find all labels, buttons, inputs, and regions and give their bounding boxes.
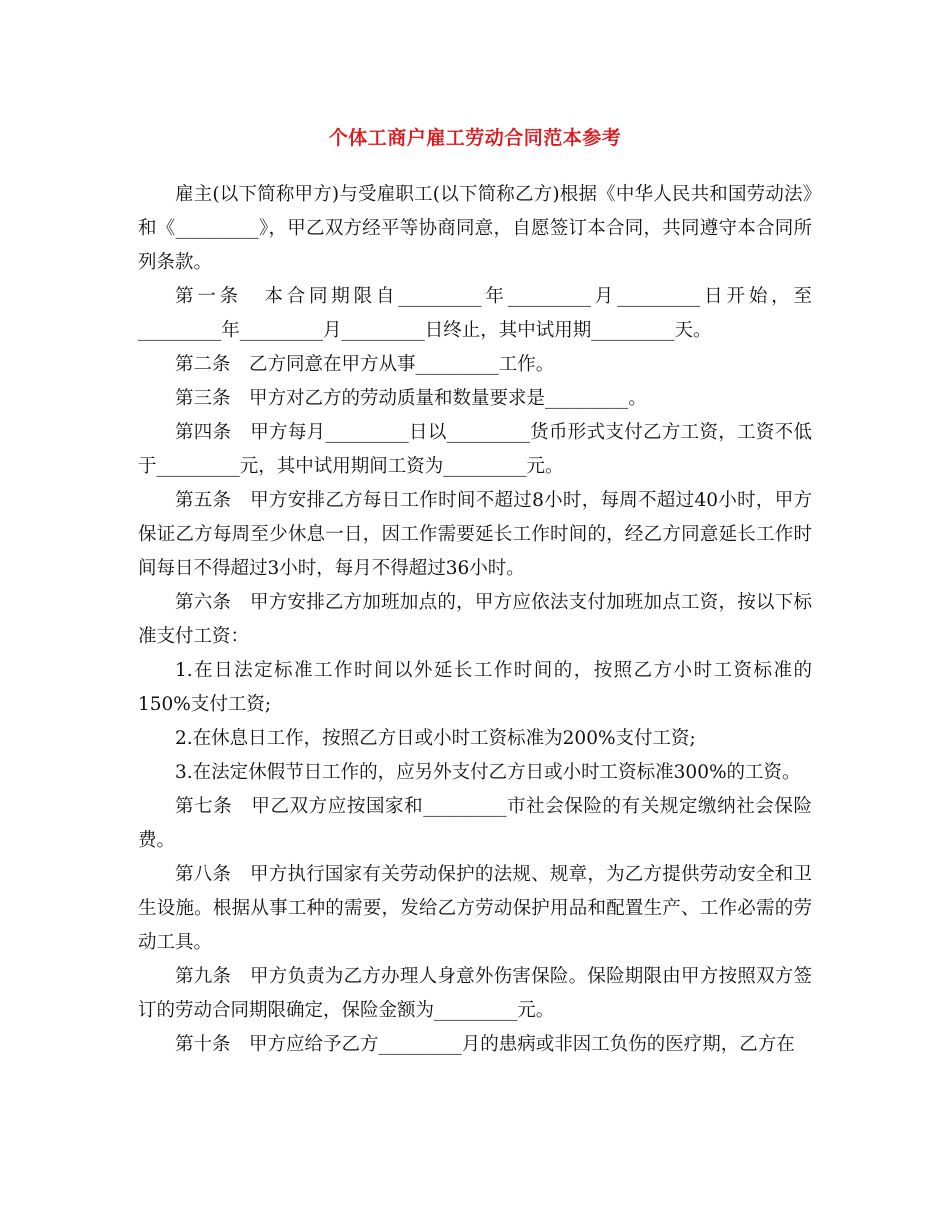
article-7-paragraph: 第七条 甲乙双方应按国家和_________市社会保险的有关规定缴纳社会保险费。 — [138, 796, 812, 851]
article-3-paragraph: 第三条 甲方对乙方的劳动质量和数量要求是_________。 — [175, 388, 647, 409]
article-6-item-1: 1.在日法定标准工作时间以外延长工作时间的，按照乙方小时工资标准的150%支付工资; — [138, 660, 812, 715]
article-5-paragraph: 第五条 甲方安排乙方每日工作时间不超过8小时，每周不超过40小时，甲方保证乙方每周至少休息一日，因工作需要延长工作时间的，经乙方同意延长工作时间每日不得超过3小时，每月不得超过36小时。 — [138, 490, 812, 579]
article-10-paragraph: 第十条 甲方应给予乙方_________月的患病或非因工负伤的医疗期，乙方在 — [175, 1034, 795, 1055]
article-8-paragraph: 第八条 甲方执行国家有关劳动保护的法规、规章，为乙方提供劳动安全和卫生设施。根据从事工种的需要，发给乙方劳动保护用品和配置生产、工作必需的劳动工具。 — [138, 864, 812, 953]
article-6-item-3: 3.在法定休假节日工作的，应另外支付乙方日或小时工资标准300%的工资。 — [175, 762, 801, 783]
article-9-paragraph: 第九条 甲方负责为乙方办理人身意外伤害保险。保险期限由甲方按照双方签订的劳动合同期限确定，保险金额为_________元。 — [138, 966, 812, 1021]
article-6-item-2: 2.在休息日工作，按照乙方日或小时工资标准为200%支付工资; — [175, 728, 696, 749]
document-body — [138, 178, 812, 1062]
document-title: 个体工商户雇工劳动合同范本参考 — [328, 127, 622, 149]
article-1-paragraph: 第一条 本合同期限自_________年_________月_________日开始，至_________年_________月_________日终止，其中试用期_________天。 — [138, 286, 812, 341]
preamble-paragraph: 雇主(以下简称甲方)与受雇职工(以下简称乙方)根据《中华人民共和国劳动法》和《_________》，甲乙双方经平等协商同意，自愿签订本合同，共同遵守本合同所列条款。 — [138, 184, 812, 273]
article-4-paragraph: 第四条 甲方每月_________日以_________货币形式支付乙方工资，工资不低于_________元，其中试用期间工资为_________元。 — [138, 422, 812, 477]
article-6-paragraph: 第六条 甲方安排乙方加班加点的，甲方应依法支付加班加点工资，按以下标准支付工资： — [138, 592, 812, 647]
article-2-paragraph: 第二条 乙方同意在甲方从事_________工作。 — [175, 354, 555, 375]
